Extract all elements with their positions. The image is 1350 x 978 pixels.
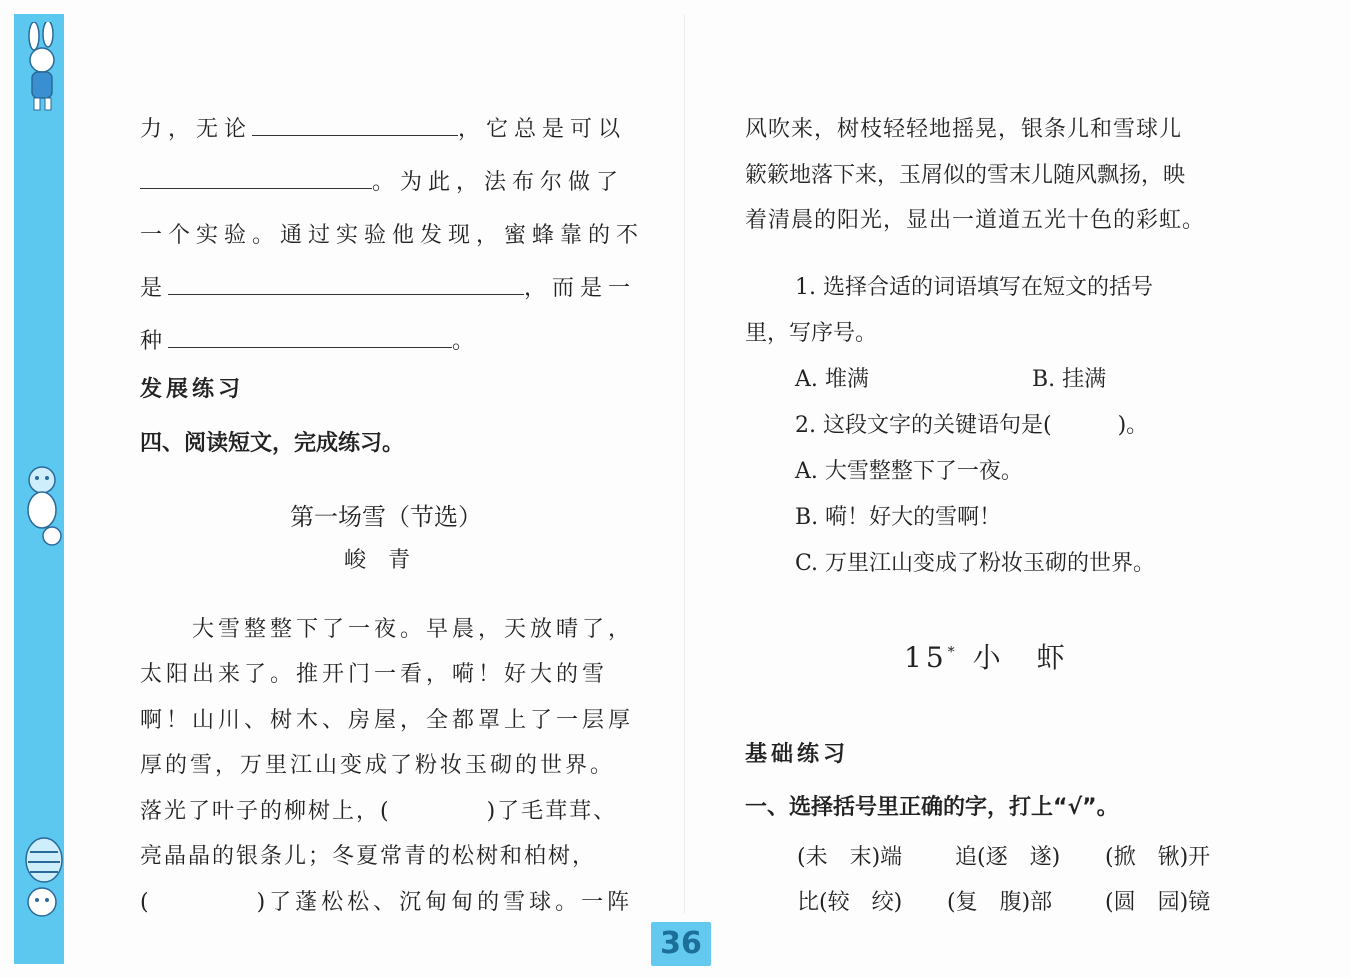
story-continue-2: 簌簌地落下来，玉屑似的雪末儿随风飘扬，映 bbox=[745, 163, 1186, 188]
fill-blank-1[interactable] bbox=[252, 117, 458, 136]
task-heading-choose: 一、选择括号里正确的字，打上“√”。 bbox=[745, 795, 1119, 820]
fill-blank-2[interactable] bbox=[140, 170, 372, 189]
left-line-3: 一个实验。通过实验他发现，蜜蜂靠的不 bbox=[140, 223, 645, 248]
fill-blank-4[interactable] bbox=[168, 329, 452, 348]
choice-1[interactable]: (未 末)端 bbox=[797, 845, 903, 870]
lesson-number: 15 bbox=[904, 641, 948, 674]
story-line-4: 厚的雪，万里江山变成了粉妆玉砌的世界。 bbox=[140, 753, 616, 778]
story-continue-1: 风吹来，树枝轻轻地摇晃，银条儿和雪球儿 bbox=[745, 117, 1183, 142]
story-line-6: 亮晶晶的银条儿；冬夏常青的松树和柏树， bbox=[140, 844, 597, 869]
left-line-4: 是 ，而是一 bbox=[140, 276, 637, 301]
task-heading-reading: 四、阅读短文，完成练习。 bbox=[140, 431, 405, 456]
choice-5[interactable]: (复 腹)部 bbox=[947, 890, 1053, 915]
story-line-7: ( )了蓬松松、沉甸甸的雪球。一阵 bbox=[140, 890, 634, 915]
lesson-heading bbox=[904, 636, 1069, 676]
story-author: 峻 青 bbox=[344, 548, 411, 573]
page-number: 36 bbox=[660, 926, 702, 961]
story-title: 第一场雪（节选） bbox=[290, 503, 482, 531]
page-gutter bbox=[684, 14, 685, 914]
left-line-5: 种 。 bbox=[140, 329, 481, 354]
lesson-star: * bbox=[947, 644, 955, 661]
choice-6[interactable]: (圆 园)镜 bbox=[1105, 890, 1211, 915]
story-line-3: 啊！山川、树木、房屋，全都罩上了一层厚 bbox=[140, 708, 635, 733]
choice-2[interactable]: 追(逐 遂) bbox=[955, 845, 1061, 870]
rabbit-mascot-icon bbox=[12, 22, 74, 114]
story-line-2: 太阳出来了。推开门一看，嗬！好大的雪 bbox=[140, 662, 609, 687]
tiger-mascot-icon bbox=[12, 830, 74, 922]
question-1-line-2: 里，写序号。 bbox=[745, 321, 878, 346]
question-2-option-c[interactable]: C. 万里江山变成了粉妆玉砌的世界。 bbox=[795, 551, 1156, 576]
choice-3[interactable]: (掀 锹)开 bbox=[1105, 845, 1211, 870]
monkey-mascot-icon bbox=[12, 460, 74, 552]
section-heading-development: 发展练习 bbox=[140, 377, 245, 402]
section-heading-basic: 基础练习 bbox=[745, 742, 850, 767]
fill-blank-3[interactable] bbox=[168, 276, 524, 295]
question-2: 2. 这段文字的关键语句是( )。 bbox=[795, 413, 1149, 438]
question-1-option-a[interactable]: A. 堆满 bbox=[795, 367, 869, 392]
left-line-1: 力，无论 ，它总是可以 bbox=[140, 117, 627, 142]
left-line-2: 。为此，法布尔做了 bbox=[140, 165, 624, 196]
question-1-option-b[interactable]: B. 挂满 bbox=[1032, 367, 1107, 392]
choice-4[interactable]: 比(较 绞) bbox=[797, 890, 903, 915]
story-continue-3: 着清晨的阳光，显出一道道五光十色的彩虹。 bbox=[745, 208, 1206, 233]
question-1-line-1: 1. 选择合适的词语填写在短文的括号 bbox=[795, 275, 1153, 300]
story-line-5: 落光了叶子的柳树上，( )了毛茸茸、 bbox=[140, 799, 618, 824]
story-line-1: 大雪整整下了一夜。早晨，天放晴了， bbox=[192, 617, 635, 642]
question-2-option-a[interactable]: A. 大雪整整下了一夜。 bbox=[795, 459, 1023, 484]
lesson-title: 小 虾 bbox=[972, 641, 1069, 674]
question-2-option-b[interactable]: B. 嗬！好大的雪啊！ bbox=[795, 505, 1002, 530]
